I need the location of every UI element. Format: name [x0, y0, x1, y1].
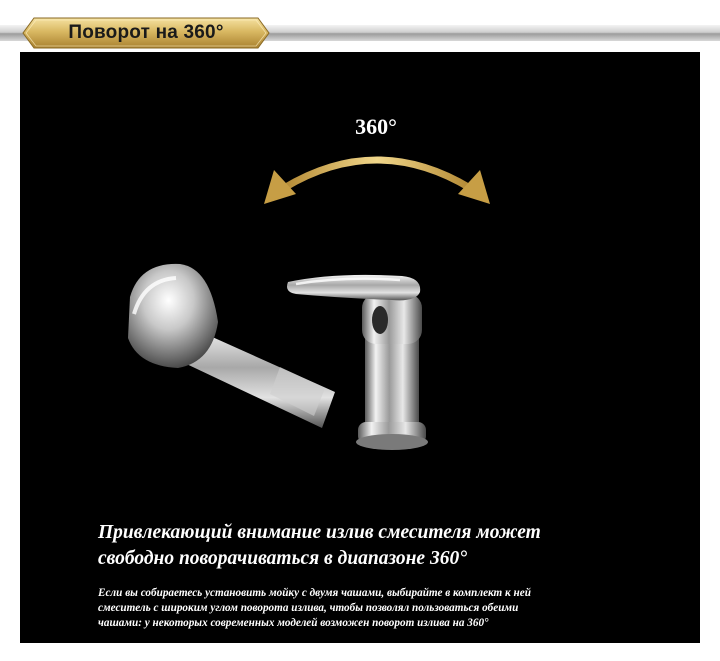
- rotation-angle-label: 360°: [355, 114, 397, 139]
- product-image-panel: [20, 52, 700, 643]
- feature-description: [98, 586, 688, 631]
- faucet-image: [100, 242, 460, 472]
- description-line-3: чашами: у некоторых современных моделей возможен поворот излива на 360°: [98, 617, 489, 629]
- headline-line-2: свободно поворачиваться в диапазоне 360°: [98, 548, 468, 569]
- description-line-2: смеситель с широким углом поворота излива, чтобы позволял пользоваться обеими: [98, 602, 519, 614]
- description-line-1: Если вы собираетесь установить мойку с двумя чашами, выбирайте в комплект к ней: [98, 587, 531, 599]
- headline-line-1: Привлекающий внимание излив смесителя может: [98, 522, 541, 543]
- header-badge: [22, 17, 270, 49]
- feature-headline: [98, 520, 658, 572]
- rotation-arrow-icon: [252, 140, 502, 220]
- header-title: Поворот на 360°: [68, 22, 224, 43]
